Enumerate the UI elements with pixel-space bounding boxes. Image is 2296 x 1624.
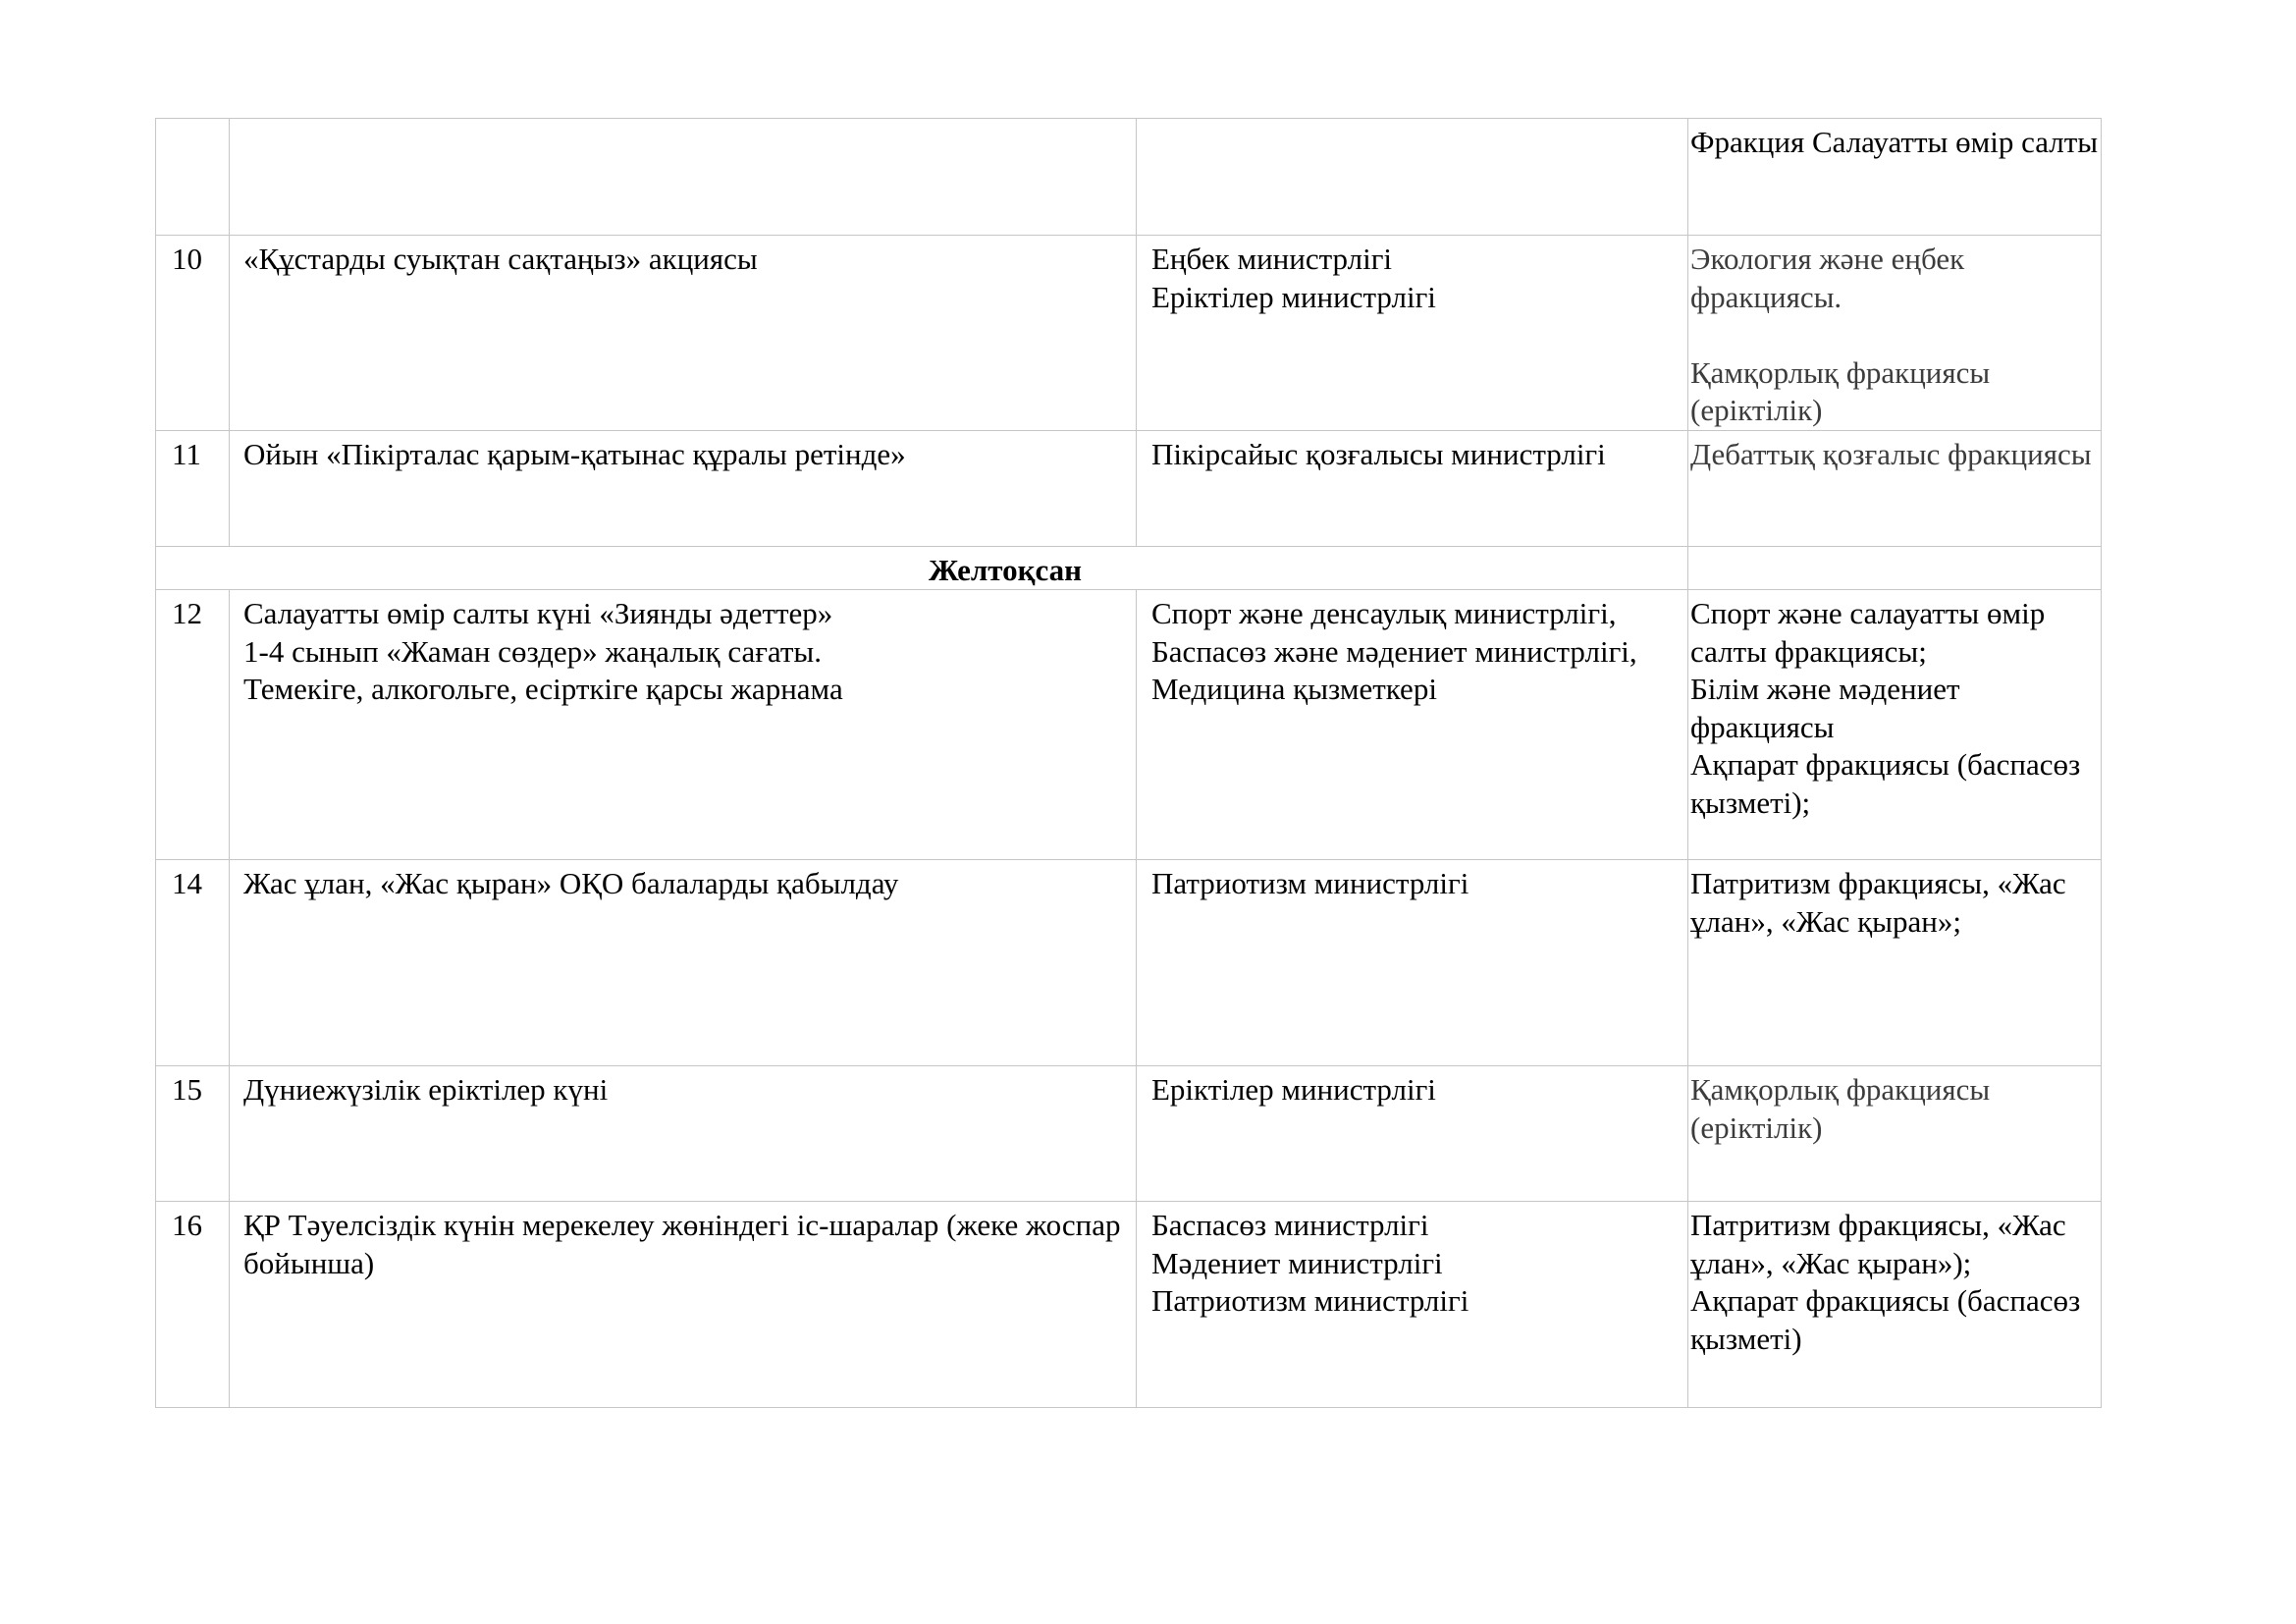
- event-name: Ойын «Пікірталас қарым-қатынас құралы ретінде»: [230, 430, 1137, 546]
- faction: Қамқорлық фракциясы (еріктілік): [1688, 1066, 2102, 1202]
- event-plan-table: [155, 118, 2102, 1408]
- row-number: 10: [156, 236, 230, 431]
- faction: Экология және еңбек фракциясы. Қамқорлық фракциясы (еріктілік): [1688, 236, 2102, 431]
- event-name: [230, 119, 1137, 236]
- organizers: Еріктілер министрлігі: [1137, 1066, 1688, 1202]
- row-number: 16: [156, 1202, 230, 1408]
- row-number: [156, 119, 230, 236]
- event-name: ҚР Тәуелсіздік күнін мерекелеу жөніндегі іс-шаралар (жеке жоспар бойынша): [230, 1202, 1137, 1408]
- organizers: Патриотизм министрлігі: [1137, 860, 1688, 1066]
- table-row: [156, 119, 2102, 236]
- row-number: 14: [156, 860, 230, 1066]
- event-name: Салауатты өмір салты күні «Зиянды әдеттер» 1-4 сынып «Жаман сөздер» жаңалық сағаты. Темекіге, алкогольге, есірткіге қарсы жарнама: [230, 590, 1137, 860]
- organizers: Пікірсайыс қозғалысы министрлігі: [1137, 430, 1688, 546]
- month-title: Желтоқсан: [156, 546, 1688, 590]
- organizers: Еңбек министрлігі Еріктілер министрлігі: [1137, 236, 1688, 431]
- faction: Дебаттық қозғалыс фракциясы: [1688, 430, 2102, 546]
- organizers: Спорт және денсаулық министрлігі, Баспасөз және мәдениет министрлігі, Медицина қызметкері: [1137, 590, 1688, 860]
- table-row: [156, 860, 2102, 1066]
- table-row: [156, 1066, 2102, 1202]
- faction: Патритизм фракциясы, «Жас ұлан», «Жас қыран»;: [1688, 860, 2102, 1066]
- faction: Фракция Салауатты өмір салты: [1688, 119, 2102, 236]
- table-row: [156, 236, 2102, 431]
- row-number: 11: [156, 430, 230, 546]
- table-row: [156, 430, 2102, 546]
- month-header-row: [156, 546, 2102, 590]
- event-name: Жас ұлан, «Жас қыран» ОҚО балаларды қабылдау: [230, 860, 1137, 1066]
- table-row: [156, 590, 2102, 860]
- table-row: [156, 1202, 2102, 1408]
- faction: Спорт және салауатты өмір салты фракциясы; Білім және мәдениет фракциясы Ақпарат фракциясы (баспасөз қызметі);: [1688, 590, 2102, 860]
- event-name: Дүниежүзілік еріктілер күні: [230, 1066, 1137, 1202]
- row-number: 15: [156, 1066, 230, 1202]
- organizers: [1137, 119, 1688, 236]
- organizers: Баспасөз министрлігі Мәдениет министрлігі Патриотизм министрлігі: [1137, 1202, 1688, 1408]
- row-number: 12: [156, 590, 230, 860]
- empty-cell: [1688, 546, 2102, 590]
- event-name: «Құстарды суықтан сақтаңыз» акциясы: [230, 236, 1137, 431]
- faction: Патритизм фракциясы, «Жас ұлан», «Жас қыран»); Ақпарат фракциясы (баспасөз қызметі): [1688, 1202, 2102, 1408]
